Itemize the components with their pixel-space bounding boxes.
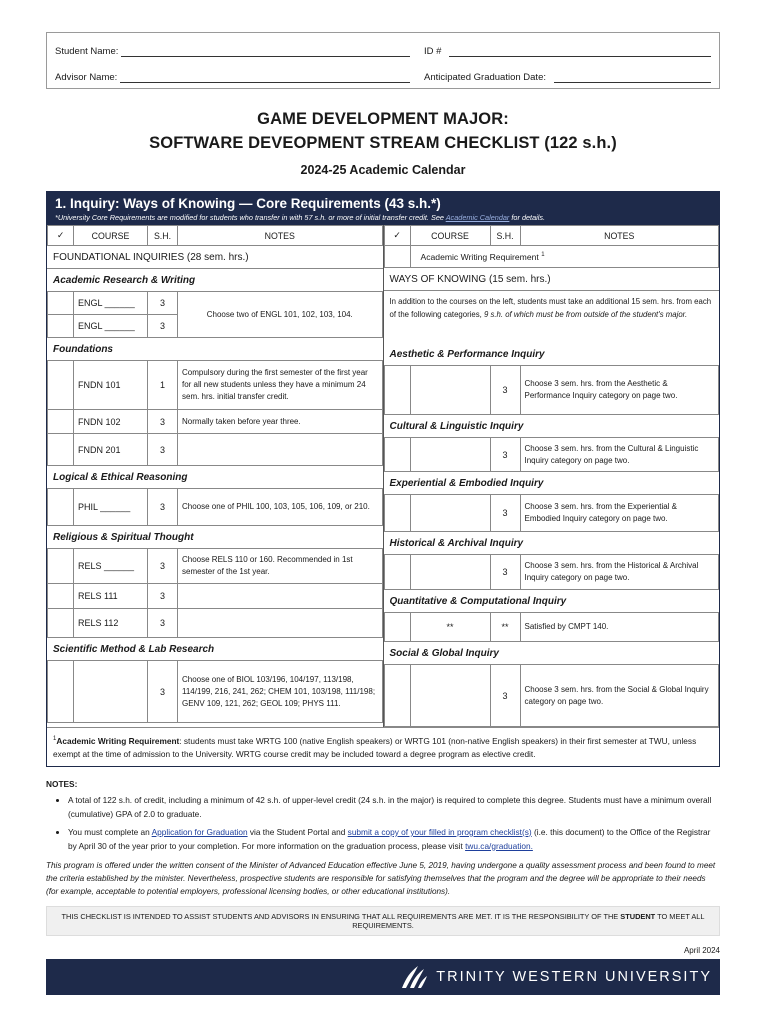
section-note-tail: for details.	[509, 213, 546, 222]
notes-cell: Choose 3 sem. hrs. from the Social & Global Inquiry category on page two.	[520, 665, 719, 727]
course-cell[interactable]	[410, 366, 490, 415]
check-box[interactable]	[384, 438, 410, 472]
notes-cell: Normally taken before year three.	[178, 410, 383, 434]
notes-cell: Choose one of PHIL 100, 103, 105, 106, 109, or 210.	[178, 489, 383, 526]
checklist-page	[46, 32, 720, 995]
group-social-global: Social & Global Inquiry	[384, 642, 720, 664]
notes-cell: Choose 3 sem. hrs. from the Aesthetic & Performance Inquiry category on page two.	[520, 366, 719, 415]
table-row	[48, 361, 383, 410]
sh-cell: 3	[148, 315, 178, 338]
student-name-field[interactable]	[55, 43, 410, 57]
university-banner	[46, 959, 720, 995]
right-column-header	[384, 226, 719, 246]
notes-cell	[178, 584, 383, 609]
grad-date-field[interactable]	[424, 69, 711, 83]
note-text: You must complete an	[68, 826, 152, 837]
ways-of-knowing-bar: WAYS OF KNOWING (15 sem. hrs.)	[384, 268, 720, 291]
footnote-text: : students must take WRTG 100 (native English speakers) or WRTG 101 (non-native English speakers) in their first semester at TWU, unless exempt at the time of admission to the University. WRTG course credit may be included toward a degree program as elective credit.	[53, 735, 697, 759]
notes-cell	[178, 434, 383, 466]
course-cell[interactable]: ENGL ______	[74, 315, 148, 338]
notes-cell: Choose RELS 110 or 160. Recommended in 1st semester of the 1st year.	[178, 549, 383, 584]
sh-cell: 3	[148, 549, 178, 584]
notes-cell: Choose two of ENGL 101, 102, 103, 104.	[178, 292, 383, 338]
notes-title: NOTES:	[46, 778, 78, 789]
sh-cell: 3	[490, 438, 520, 472]
resp-bold: STUDENT	[620, 911, 656, 921]
notes-cell	[178, 609, 383, 638]
footnote-mark: 1	[53, 736, 57, 742]
course-cell[interactable]	[410, 438, 490, 472]
notes-cell: Choose 3 sem. hrs. from the Experiential & Embodied Inquiry category on page two.	[520, 495, 719, 532]
notes-cell: Satisfied by CMPT 140.	[520, 613, 719, 642]
check-box[interactable]	[48, 549, 74, 584]
table-row	[384, 665, 719, 727]
check-box[interactable]	[384, 555, 410, 590]
course-header: COURSE	[410, 226, 490, 246]
notes-cell: Choose 3 sem. hrs. from the Cultural & Linguistic Inquiry category on page two.	[520, 438, 719, 472]
check-header: ✓	[384, 226, 410, 246]
check-box[interactable]	[48, 434, 74, 466]
academic-writing-label	[410, 246, 719, 268]
ways-of-knowing-column	[384, 225, 720, 727]
course-cell[interactable]	[410, 665, 490, 727]
group-historical-archival: Historical & Archival Inquiry	[384, 532, 720, 554]
sh-header: S.H.	[148, 226, 178, 246]
check-box[interactable]	[48, 489, 74, 526]
student-name-label: Student Name:	[55, 46, 119, 57]
sh-cell: **	[490, 613, 520, 642]
table-row	[384, 555, 719, 590]
awr-text: Academic Writing Requirement	[420, 251, 539, 262]
check-box[interactable]	[384, 495, 410, 532]
table-row	[48, 661, 383, 723]
group-foundations: Foundations	[47, 338, 383, 360]
sh-cell: 1	[148, 361, 178, 410]
note-text: (i.e. this document) to the Office of the Registrar by April 30 of the year prior to your completion. For more information on the graduation process, please visit	[68, 826, 711, 851]
graduation-link[interactable]: twu.ca/graduation.	[465, 840, 533, 851]
sh-cell: 3	[148, 584, 178, 609]
group-religious-spiritual: Religious & Spiritual Thought	[47, 526, 383, 548]
note-item: • A total of 122 s.h. of credit, including a minimum of 42 s.h. of upper-level credit (24 s.h. in the major) is required to complete this degree. Students must have a minimum overall (cumulative) GPA of 2.0 to graduate.	[68, 793, 720, 821]
table-row	[48, 549, 383, 584]
sh-cell: 3	[148, 292, 178, 315]
id-label: ID #	[424, 46, 442, 57]
course-cell: FNDN 201	[74, 434, 148, 466]
wok-desc-emphasis: 9 s.h. of which must be from outside of the student's major.	[483, 310, 688, 319]
check-header: ✓	[48, 226, 74, 246]
table-row	[48, 292, 383, 315]
notes-cell: Compulsory during the first semester of the first year for all new students unless they have a minimum 24 sem. hrs. initial transfer credit.	[178, 361, 383, 410]
check-box[interactable]	[48, 292, 74, 315]
sh-header: S.H.	[490, 226, 520, 246]
course-cell[interactable]	[410, 495, 490, 532]
sh-cell: 3	[490, 665, 520, 727]
notes-header: NOTES	[520, 226, 719, 246]
university-name: TRINITY WESTERN UNIVERSITY	[436, 968, 712, 985]
note-text: via the Student Portal and	[247, 826, 348, 837]
check-box[interactable]	[48, 609, 74, 638]
note-item	[68, 825, 720, 853]
grad-date-label: Anticipated Graduation Date:	[424, 72, 546, 83]
course-cell[interactable]	[74, 661, 148, 723]
check-box[interactable]	[48, 410, 74, 434]
revision-date: April 2024	[683, 945, 720, 955]
table-row	[48, 434, 383, 466]
course-cell: FNDN 102	[74, 410, 148, 434]
title-line-2: SOFTWARE DEVEOPMENT STREAM CHECKLIST (122 s.h.)	[149, 134, 617, 152]
course-cell[interactable]: RELS ______	[74, 549, 148, 584]
advisor-name-label: Advisor Name:	[55, 72, 118, 83]
page-title	[46, 107, 720, 155]
group-quantitative-computational: Quantitative & Computational Inquiry	[384, 590, 720, 612]
sh-cell: 3	[148, 410, 178, 434]
wok-desc-text: In addition to the courses on the left, students must take an additional 15 sem. hrs. from each of the following categories,	[389, 297, 712, 319]
footnote-title: Academic Writing Requirement	[56, 735, 180, 746]
resp-text: THIS CHECKLIST IS INTENDED TO ASSIST STUDENTS AND ADVISORS IN ENSURING THAT ALL REQUIREMENTS ARE MET. IT IS THE RESPONSIBILITY OF THE	[61, 911, 621, 921]
section-note	[55, 213, 711, 222]
academic-calendar-subtitle: 2024-25 Academic Calendar	[300, 163, 466, 177]
check-box[interactable]	[384, 366, 410, 415]
course-cell[interactable]: PHIL ______	[74, 489, 148, 526]
awr-footnote-mark: 1	[541, 251, 545, 258]
table-row	[384, 495, 719, 532]
student-info-box	[46, 32, 720, 89]
academic-writing-footnote	[47, 727, 719, 766]
group-scientific-method: Scientific Method & Lab Research	[47, 638, 383, 660]
table-row	[48, 609, 383, 638]
course-header: COURSE	[74, 226, 148, 246]
check-box[interactable]	[384, 665, 410, 727]
check-box[interactable]	[48, 315, 74, 338]
sh-cell: 3	[148, 661, 178, 723]
sh-cell: 3	[490, 366, 520, 415]
sh-cell: 3	[148, 434, 178, 466]
sh-cell: 3	[148, 489, 178, 526]
course-cell: **	[410, 613, 490, 642]
notes-cell: Choose 3 sem. hrs. from the Historical & Archival Inquiry category on page two.	[520, 555, 719, 590]
section-note-text: *University Core Requirements are modified for students who transfer in with 57 s.h. or more of initial transfer credit. See	[55, 213, 446, 222]
group-logical-ethical: Logical & Ethical Reasoning	[47, 466, 383, 488]
notes-cell: Choose one of BIOL 103/196, 104/197, 113/198, 114/199, 216, 241, 262; CHEM 101, 103/198, 111/198; GENV 109, 121, 262; GEOL 109; PHYS 111.	[178, 661, 383, 723]
legal-disclaimer: This program is offered under the written consent of the Minister of Advanced Education effective June 5, 2019, having undergone a quality assessment process and been found to meet the criteria established by the minister. Nevertheless, prospective students are responsible for satisfying themselves that the program and the degree will be appropriate to their needs (for example, acceptable to potential employers, professional licensing bodies, or other educational institutions).	[46, 860, 716, 896]
left-column-header	[48, 226, 383, 246]
application-for-graduation-link[interactable]: Application for Graduation	[151, 826, 248, 837]
table-row	[48, 489, 383, 526]
title-line-1: GAME DEVELOPMENT MAJOR:	[257, 110, 509, 128]
responsibility-notice	[46, 906, 720, 936]
table-row	[384, 366, 719, 415]
group-academic-research: Academic Research & Writing	[47, 269, 383, 291]
course-cell: RELS 112	[74, 609, 148, 638]
group-experiential-embodied: Experiential & Embodied Inquiry	[384, 472, 720, 494]
table-row	[48, 410, 383, 434]
academic-calendar-link[interactable]: Academic Calendar	[445, 213, 510, 222]
check-box[interactable]	[48, 584, 74, 609]
foundational-inquiries-bar: FOUNDATIONAL INQUIRIES (28 sem. hrs.)	[47, 246, 383, 269]
academic-writing-row	[384, 246, 719, 268]
check-box[interactable]	[48, 661, 74, 723]
resp-tail: TO MEET ALL REQUIREMENTS.	[352, 911, 705, 930]
notes-block	[46, 777, 720, 853]
table-row	[384, 613, 719, 642]
group-aesthetic-performance: Aesthetic & Performance Inquiry	[384, 343, 720, 365]
sh-cell: 3	[490, 495, 520, 532]
id-field[interactable]	[424, 43, 711, 57]
sh-cell: 3	[490, 555, 520, 590]
submit-checklist-link[interactable]: submit a copy of your filled in program checklist(s)	[347, 826, 532, 837]
course-cell[interactable]: ENGL ______	[74, 292, 148, 315]
section-heading: 1. Inquiry: Ways of Knowing — Core Requirements (43 s.h.*)	[55, 196, 441, 211]
course-cell[interactable]	[410, 555, 490, 590]
advisor-name-field[interactable]	[55, 69, 410, 83]
table-row	[48, 584, 383, 609]
sh-cell: 3	[148, 609, 178, 638]
foundational-inquiries-column	[47, 225, 384, 727]
group-cultural-linguistic: Cultural & Linguistic Inquiry	[384, 415, 720, 437]
check-box[interactable]	[48, 361, 74, 410]
check-box[interactable]	[384, 246, 410, 268]
course-cell: FNDN 101	[74, 361, 148, 410]
university-logo-icon	[398, 964, 428, 990]
ways-of-knowing-description	[384, 291, 720, 343]
core-requirements-section	[46, 191, 720, 767]
notes-header: NOTES	[178, 226, 383, 246]
course-cell: RELS 111	[74, 584, 148, 609]
table-row	[384, 438, 719, 472]
check-box[interactable]	[384, 613, 410, 642]
section-header	[47, 192, 719, 225]
